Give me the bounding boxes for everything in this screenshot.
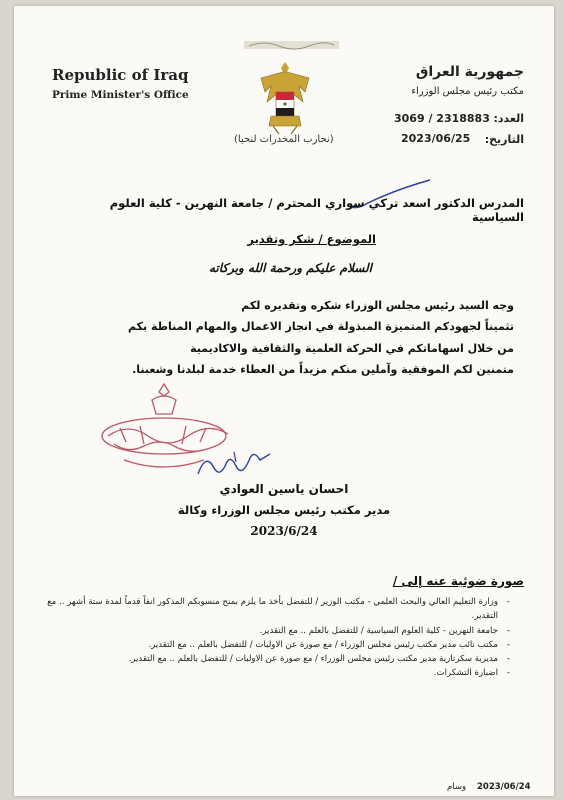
greeting: السلام عليكم ورحمة الله وبركاته [208, 261, 372, 275]
arabic-country-title: جمهورية العراق [415, 64, 524, 80]
handwritten-signature [194, 444, 274, 484]
copy-recipient: - اضبارة التشكرات. [28, 666, 498, 680]
copies-heading: صورة ضوئية عنه إلى / [392, 574, 524, 588]
letter-page [14, 6, 554, 796]
iraq-eagle-emblem [257, 58, 313, 138]
english-office-title: Prime Minister's Office [52, 89, 189, 101]
footer-initials: وسام [447, 782, 467, 792]
recipient-line: المدرس الدكتور اسعد تركي سواري المحترم / جامعة النهرين - كلية العلوم السياسية [109, 196, 524, 224]
copy-recipient: - مديرية سكرتارية مدير مكتب رئيس مجلس الوزراء / مع صورة عن الاوليات / للتفضل بالعلم .. مع التقدير. [28, 652, 498, 666]
date-value: 2023/06/25 [401, 132, 471, 145]
copy-recipient: - جامعة النهرين - كلية العلوم السياسية / للتفضل بالعلم .. مع التقدير. [28, 624, 498, 638]
copy-recipient: - مكتب نائب مدير مكتب رئيس مجلس الوزراء / مع صورة عن الاوليات / للتفضل بالعلم .. مع التقدير. [28, 638, 498, 652]
header-ornament [244, 36, 339, 52]
english-country-title: Republic of Iraq [52, 66, 189, 84]
copy-recipient: - وزارة التعليم العالي والبحث العلمي - مكتب الوزير / للتفضل بأخذ ما يلزم بمنح منسوبكم المذكور انفاً قدماً لمدة ستة أشهر .. مع التقدير. [28, 595, 498, 624]
signature-date: 2023/6/24 [250, 524, 318, 538]
body-line: من خلال اسهاماتكم في الحركة العلمية والثقافية والاكاديمية [190, 342, 514, 355]
body-line: تثميناً لجهودكم المتميزة المبذولة في انجاز الاعمال والمهام المناطة بكم [128, 320, 514, 333]
reference-number-value: 3069 / 2318883 [394, 112, 490, 125]
date-label: التاريخ: [484, 133, 524, 146]
signer-title: مدير مكتب رئيس مجلس الوزراء وكالة [177, 503, 391, 517]
reference-number-label: العدد: [493, 112, 524, 125]
subject-line: الموضوع / شكر وتقدير [247, 232, 376, 246]
slogan: (نحارب المخدرات لنحيا) [234, 134, 334, 145]
body-line: وجه السيد رئيس مجلس الوزراء شكره وتقديره لكم [241, 299, 514, 312]
arabic-office-title: مكتب رئيس مجلس الوزراء [411, 86, 524, 97]
footer-date: 2023/06/24 [477, 782, 531, 792]
copies-list [28, 595, 512, 681]
signer-name: احسان ياسين العوادي [219, 482, 349, 496]
body-line: متمنين لكم الموفقية وآملين منكم مزيداً من العطاء خدمة لبلدنا وشعبنا. [132, 363, 514, 376]
